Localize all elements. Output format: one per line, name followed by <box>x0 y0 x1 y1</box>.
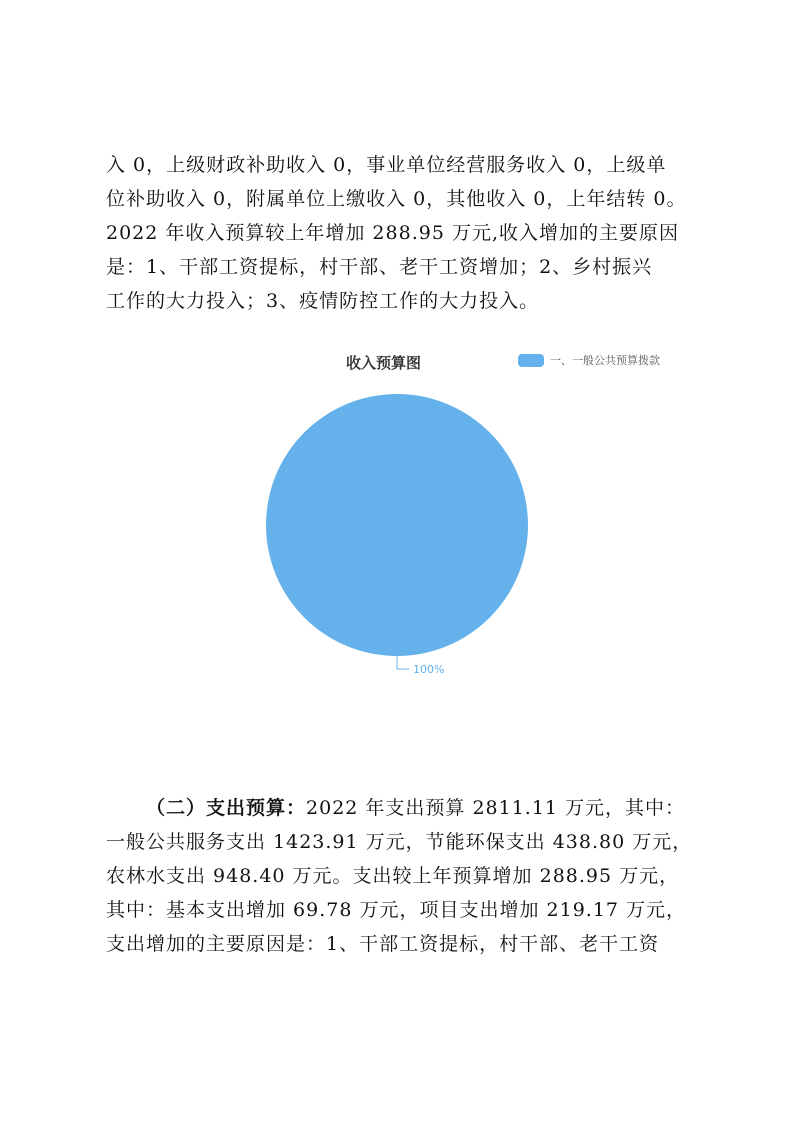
chart-legend[interactable] <box>518 352 660 368</box>
text-line: 一般公共服务支出 1423.91 万元，节能环保支出 438.80 万元， <box>106 831 693 853</box>
section-heading: （二）支出预算： <box>146 797 307 819</box>
pie-slice[interactable] <box>266 394 528 656</box>
legend-swatch <box>518 354 544 367</box>
text-line: 2022 年收入预算较上年增加 288.95 万元,收入增加的主要原因 <box>106 222 679 244</box>
income-paragraph <box>106 148 696 318</box>
expenditure-paragraph <box>106 791 696 961</box>
pie-chart-canvas <box>250 345 690 725</box>
text-line: 其中：基本支出增加 69.78 万元，项目支出增加 219.17 万元， <box>106 899 687 921</box>
text-line: 工作的大力投入；3、疫情防控工作的大力投入。 <box>106 290 540 312</box>
text-line: 支出增加的主要原因是：1、干部工资提标，村干部、老干工资 <box>106 933 660 955</box>
text-line <box>106 791 696 825</box>
income-budget-pie-chart <box>250 345 690 725</box>
text-line: 农林水支出 948.40 万元。支出较上年预算增加 288.95 万元， <box>106 865 680 887</box>
text-line: 位补助收入 0，附属单位上缴收入 0，其他收入 0，上年结转 0。 <box>106 188 687 210</box>
label-leader-line <box>397 656 409 669</box>
legend-label: 一、一般公共预算拨款 <box>550 354 660 367</box>
text-line: 入 0，上级财政补助收入 0，事业单位经营服务收入 0，上级单 <box>106 154 667 176</box>
text-line: 是：1、干部工资提标，村干部、老干工资增加；2、乡村振兴 <box>106 256 653 278</box>
text-segment: 2022 年支出预算 2811.11 万元，其中： <box>306 797 686 819</box>
pie-data-label: 100% <box>413 663 445 676</box>
chart-title: 收入预算图 <box>346 354 422 372</box>
